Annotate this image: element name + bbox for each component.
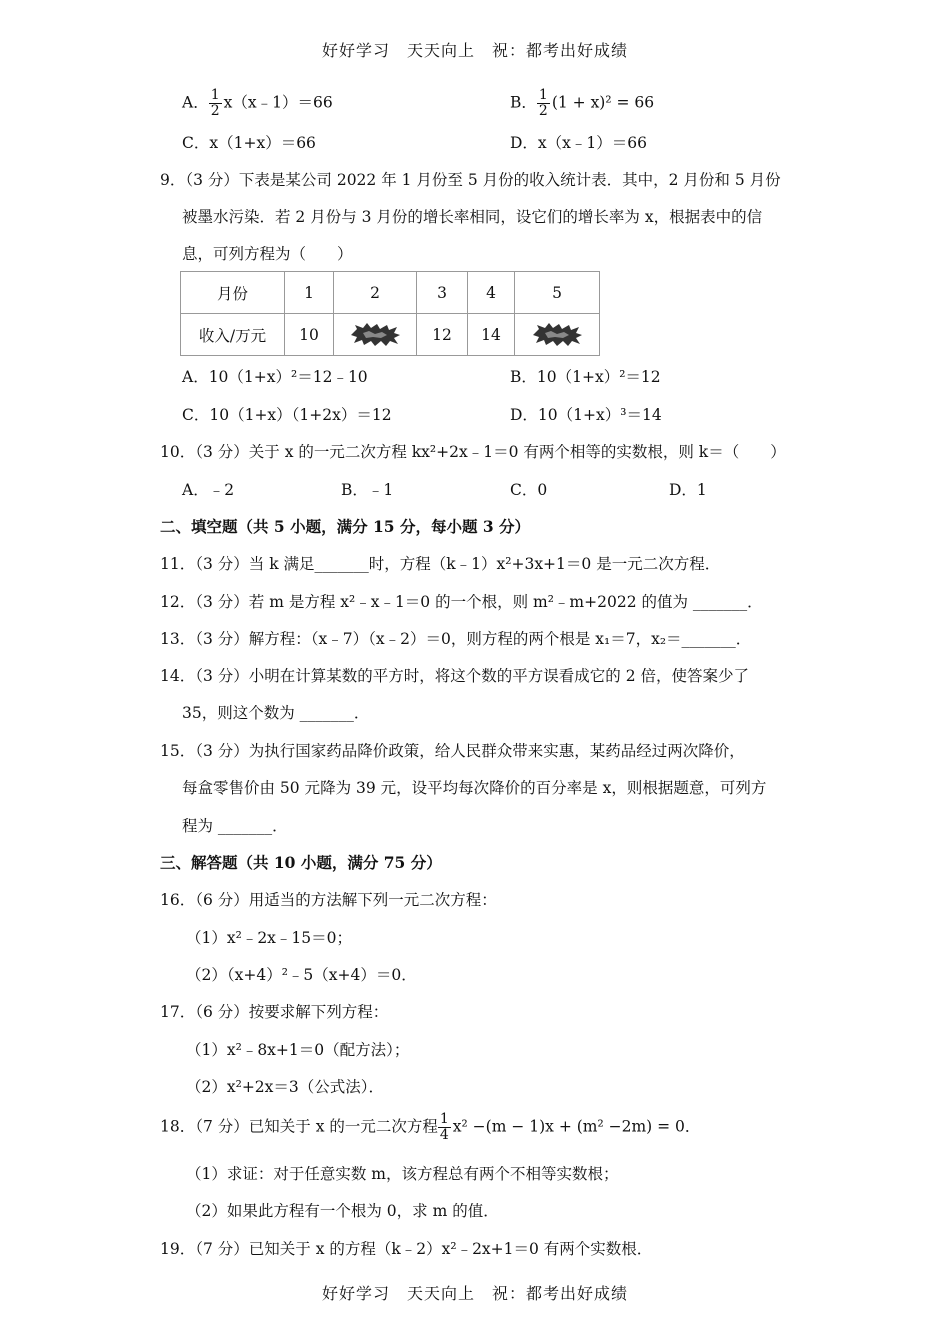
q17-text: 17．（6 分）按要求解下列方程： xyxy=(160,1003,389,1021)
page-header: 好好学习 天天向上 祝：都考出好成绩 xyxy=(321,41,628,60)
ink-blot-icon xyxy=(349,323,401,347)
q9-line1: 9．（3 分）下表是某公司 2022 年 1 月份至 5 月份的收入统计表．其中，2 月份和 5 月份 xyxy=(160,171,781,189)
q14-line2: 35，则这个数为 _______． xyxy=(182,704,370,722)
table-cell: 3 xyxy=(417,272,468,314)
q9-option-b: B．10（1+x）²＝12 xyxy=(510,368,661,386)
table-cell: 1 xyxy=(285,272,334,314)
q14-line1: 14．（3 分）小明在计算某数的平方时，将这个数的平方误看成它的 2 倍，使答案少了 xyxy=(160,667,749,685)
q10-option-c: C．0 xyxy=(510,481,548,499)
table-row xyxy=(181,314,600,356)
section-3-heading: 三、解答题（共 10 小题，满分 75 分） xyxy=(160,853,442,872)
fraction-half: $\frac{1}{2}$ xyxy=(210,87,220,119)
q9-line3: 息，可列方程为（ ） xyxy=(182,245,353,263)
q16-text: 16．（6 分）用适当的方法解下列一元二次方程： xyxy=(160,891,497,909)
ink-blot-cell xyxy=(515,314,600,356)
q8-option-d: D．x（x﹣1）＝66 xyxy=(510,134,647,152)
q17-part1: （1）x²﹣8x+1＝0（配方法）； xyxy=(186,1041,410,1059)
ink-blot-icon xyxy=(531,323,583,347)
page-footer: 好好学习 天天向上 祝：都考出好成绩 xyxy=(321,1284,628,1303)
q13-text: 13．（3 分）解方程：（x﹣7）（x﹣2）＝0，则方程的两个根是 x₁＝7，x₂＝_______． xyxy=(160,630,752,648)
table-cell: 12 xyxy=(417,314,468,356)
q9-option-d: D．10（1+x）³＝14 xyxy=(510,406,662,424)
q19-text: 19．（7 分）已知关于 x 的方程（k﹣2）x²﹣2x+1＝0 有两个实数根． xyxy=(160,1240,653,1258)
table-cell: 4 xyxy=(468,272,515,314)
section-2-heading: 二、填空题（共 5 小题，满分 15 分，每小题 3 分） xyxy=(160,517,531,536)
q15-line1: 15．（3 分）为执行国家药品降价政策，给人民群众带来实惠，某药品经过两次降价， xyxy=(160,742,745,760)
table-cell: 收入/万元 xyxy=(181,314,285,356)
q9-line2: 被墨水污染．若 2 月份与 3 月份的增长率相同，设它们的增长率为 x，根据表中的信 xyxy=(182,208,763,226)
table-cell: 5 xyxy=(515,272,600,314)
q10-option-b: B．﹣1 xyxy=(341,481,394,499)
q15-line3: 程为 _______． xyxy=(182,817,288,835)
table-cell: 14 xyxy=(468,314,515,356)
table-cell: 10 xyxy=(285,314,334,356)
q17-part2: （2）x²+2x＝3（公式法）． xyxy=(186,1078,385,1096)
q8-option-a: A． $\frac{1}{2}$ x（x﹣1）＝66 xyxy=(182,87,333,119)
q18-text: 18．（7 分）已知关于 x 的一元二次方程 $\frac{1}{4}$ x² −(m − 1)x + (m² −2m) = 0． xyxy=(160,1111,701,1143)
q10-text: 10．（3 分）关于 x 的一元二次方程 kx²+2x﹣1＝0 有两个相等的实数根，则 k＝（ ） xyxy=(160,443,786,461)
table-row xyxy=(181,272,600,314)
fraction-half: $\frac{1}{2}$ xyxy=(538,87,548,119)
q8-option-c: C．x（1+x）＝66 xyxy=(182,134,316,152)
q10-option-a: A．﹣2 xyxy=(182,481,235,499)
q12-text: 12．（3 分）若 m 是方程 x²﹣x﹣1＝0 的一个根，则 m²﹣m+2022 的值为 _______． xyxy=(160,593,763,611)
q9-option-c: C．10（1+x）（1+2x）＝12 xyxy=(182,406,392,424)
q16-part2: （2）（x+4）²﹣5（x+4）＝0． xyxy=(186,966,417,984)
q10-option-d: D．1 xyxy=(669,481,707,499)
table-cell: 月份 xyxy=(181,272,285,314)
table-cell: 2 xyxy=(334,272,417,314)
ink-blot-cell xyxy=(334,314,417,356)
q9-option-a: A．10（1+x）²＝12﹣10 xyxy=(182,368,368,386)
q18-part1: （1）求证：对于任意实数 m，该方程总有两个不相等实数根； xyxy=(186,1165,619,1183)
fraction-quarter: $\frac{1}{4}$ xyxy=(439,1111,449,1143)
q18-part2: （2）如果此方程有一个根为 0，求 m 的值． xyxy=(186,1202,499,1220)
q16-part1: （1）x²﹣2x﹣15＝0； xyxy=(186,929,353,947)
q11-text: 11．（3 分）当 k 满足_______时，方程（k﹣1）x²+3x+1＝0 是一元二次方程． xyxy=(160,555,721,573)
q15-line2: 每盒零售价由 50 元降为 39 元，设平均每次降价的百分率是 x，则根据题意，可列方 xyxy=(182,779,767,797)
q8-option-b: B． $\frac{1}{2}$ (1 + x)² = 66 xyxy=(510,87,655,119)
income-table xyxy=(180,271,600,356)
